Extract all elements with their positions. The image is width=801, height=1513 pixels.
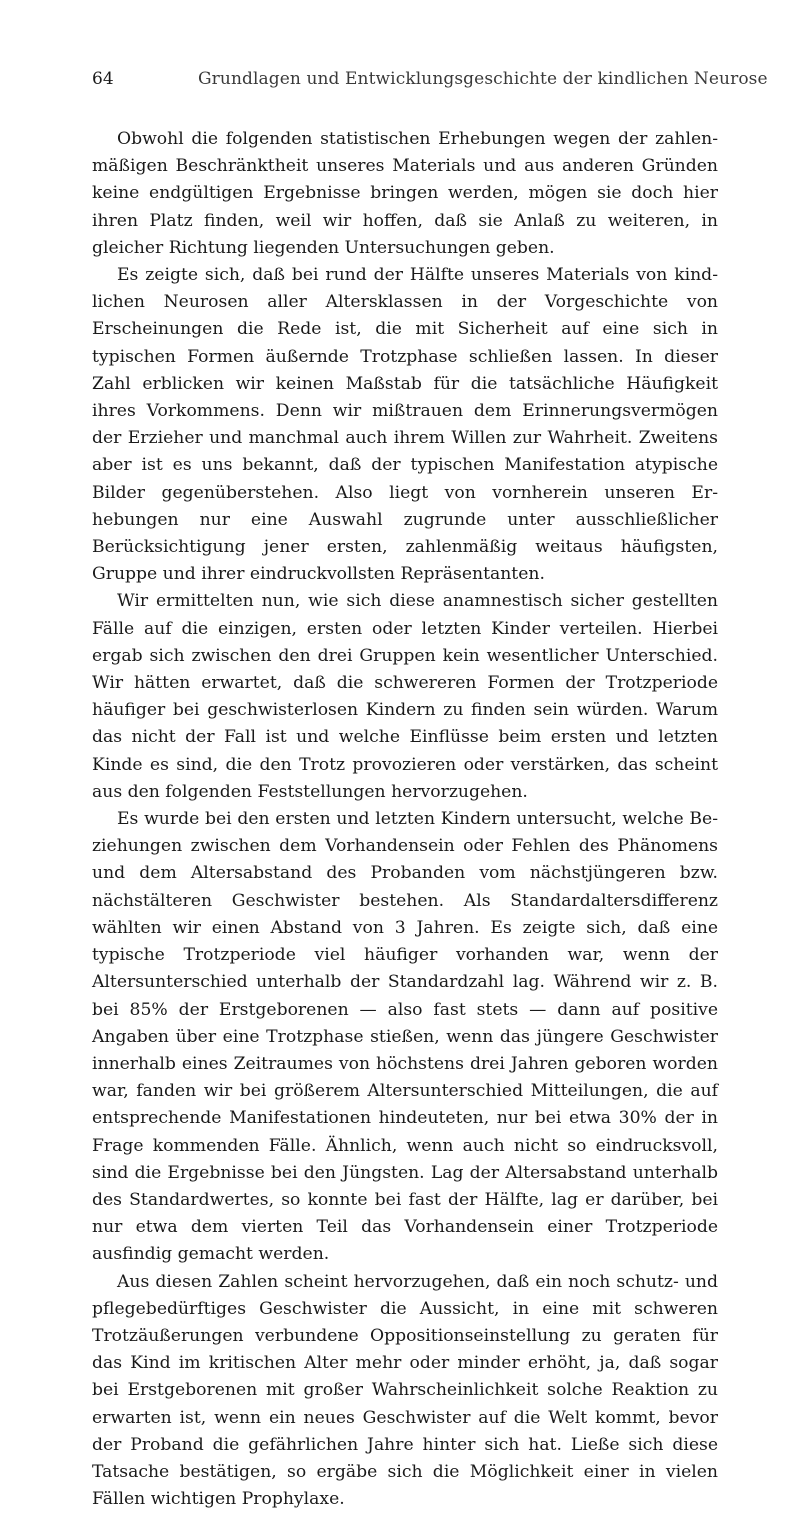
paragraph: Wir ermittelten nun, wie sich diese anamnestisch sicher gestellten Fälle auf die einzigen, ersten oder letzten Kinder verteilen. Hierbei ergab sich zwischen den drei Gruppen kein wesentlicher Unterschied. Wir hätten erwartet, daß die schwereren Formen der Trotzperiode häufiger bei geschwisterlosen Kindern zu finden sein würden. Warum das nicht der Fall ist und welche Einflüsse beim ersten und letzten Kinde es sind, die den Trotz provozieren oder verstärken, das scheint aus den folgenden Feststellungen hervorzugehen. [92, 591, 718, 802]
running-title: Grundlagen und Entwicklungsgeschichte der kindlichen Neurose [198, 69, 768, 89]
paragraph: Obwohl die folgenden statistischen Erhebungen wegen der zahlenmäßigen Beschränktheit unseres Materials und aus anderen Gründen keine endgültigen Ergebnisse bringen werden, mögen sie doch hier ihren Platz finden, weil wir hoffen, daß sie Anlaß zu weiteren, in gleicher Richtung liegenden Untersuchungen geben. [92, 129, 718, 258]
paragraph: Aus diesen Zahlen scheint hervorzugehen, daß ein noch schutz- und pflegebedürftiges Geschwister die Aussicht, in eine mit schweren Trotzäußerungen verbundene Oppositionseinstellung zu geraten für das Kind im kritischen Alter mehr oder minder erhöht, ja, daß sogar bei Erstgeborenen mit großer Wahrscheinlichkeit solche Reaktion zu erwarten ist, wenn ein neues Geschwister auf die Welt kommt, bevor der Proband die gefährlichen Jahre hinter sich hat. Ließe sich diese Tatsache bestätigen, so ergäbe sich die Möglichkeit einer in vielen Fällen wichtigen Prophylaxe. [92, 1271, 718, 1510]
page-header [92, 66, 768, 92]
paragraph: Es wurde bei den ersten und letzten Kindern untersucht, welche Beziehungen zwischen dem Vorhandensein oder Fehlen des Phänomens und dem Altersabstand des Probanden vom nächstjüngeren bzw. nächstälteren Geschwister bestehen. Als Standardaltersdifferenz wählten wir einen Abstand von 3 Jahren. Es zeigte sich, daß eine typische Trotzperiode viel häufiger vorhanden war, wenn der Altersunterschied unterhalb der Standardzahl lag. Während wir z. B. bei 85% der Erstgeborenen — also fast stets — dann auf positive Angaben über eine Trotzphase stießen, wenn das jüngere Geschwister innerhalb eines Zeitraumes von höchstens drei Jahren geboren worden war, fanden wir bei größerem Altersunterschied Mitteilungen, die auf entsprechende Manifestationen hindeuteten, nur bei etwa 30% der in Frage kommenden Fälle. Ähnlich, wenn auch nicht so eindrucksvoll, sind die Ergebnisse bei den Jüngsten. Lag der Altersabstand unterhalb des Standardwertes, so konnte bei fast der Hälfte, lag er darüber, bei nur etwa dem vierten Teil das Vorhandensein einer Trotzperiode ausfindig gemacht werden. [92, 809, 718, 1265]
paragraph: Es zeigte sich, daß bei rund der Hälfte unseres Materials von kindlichen Neurosen aller Altersklassen in der Vorgeschichte von Erscheinungen die Rede ist, die mit Sicherheit auf eine sich in typischen Formen äußernde Trotzphase schließen lassen. In dieser Zahl erblicken wir keinen Maßstab für die tatsächliche Häufigkeit ihres Vorkommens. Denn wir mißtrauen dem Erinnerungsvermögen der Erzieher und manchmal auch ihrem Willen zur Wahrheit. Zweitens aber ist es uns bekannt, daß der typischen Manifestation atypische Bilder gegenüberstehen. Also liegt von vornherein unseren Erhebungen nur eine Auswahl zugrunde unter ausschließlicher Berücksichtigung jener ersten, zahlenmäßig weitaus häufigsten, Gruppe und ihrer eindruckvollsten Repräsentanten. [92, 265, 718, 585]
body-text [92, 126, 718, 1513]
page-number: 64 [92, 69, 114, 89]
